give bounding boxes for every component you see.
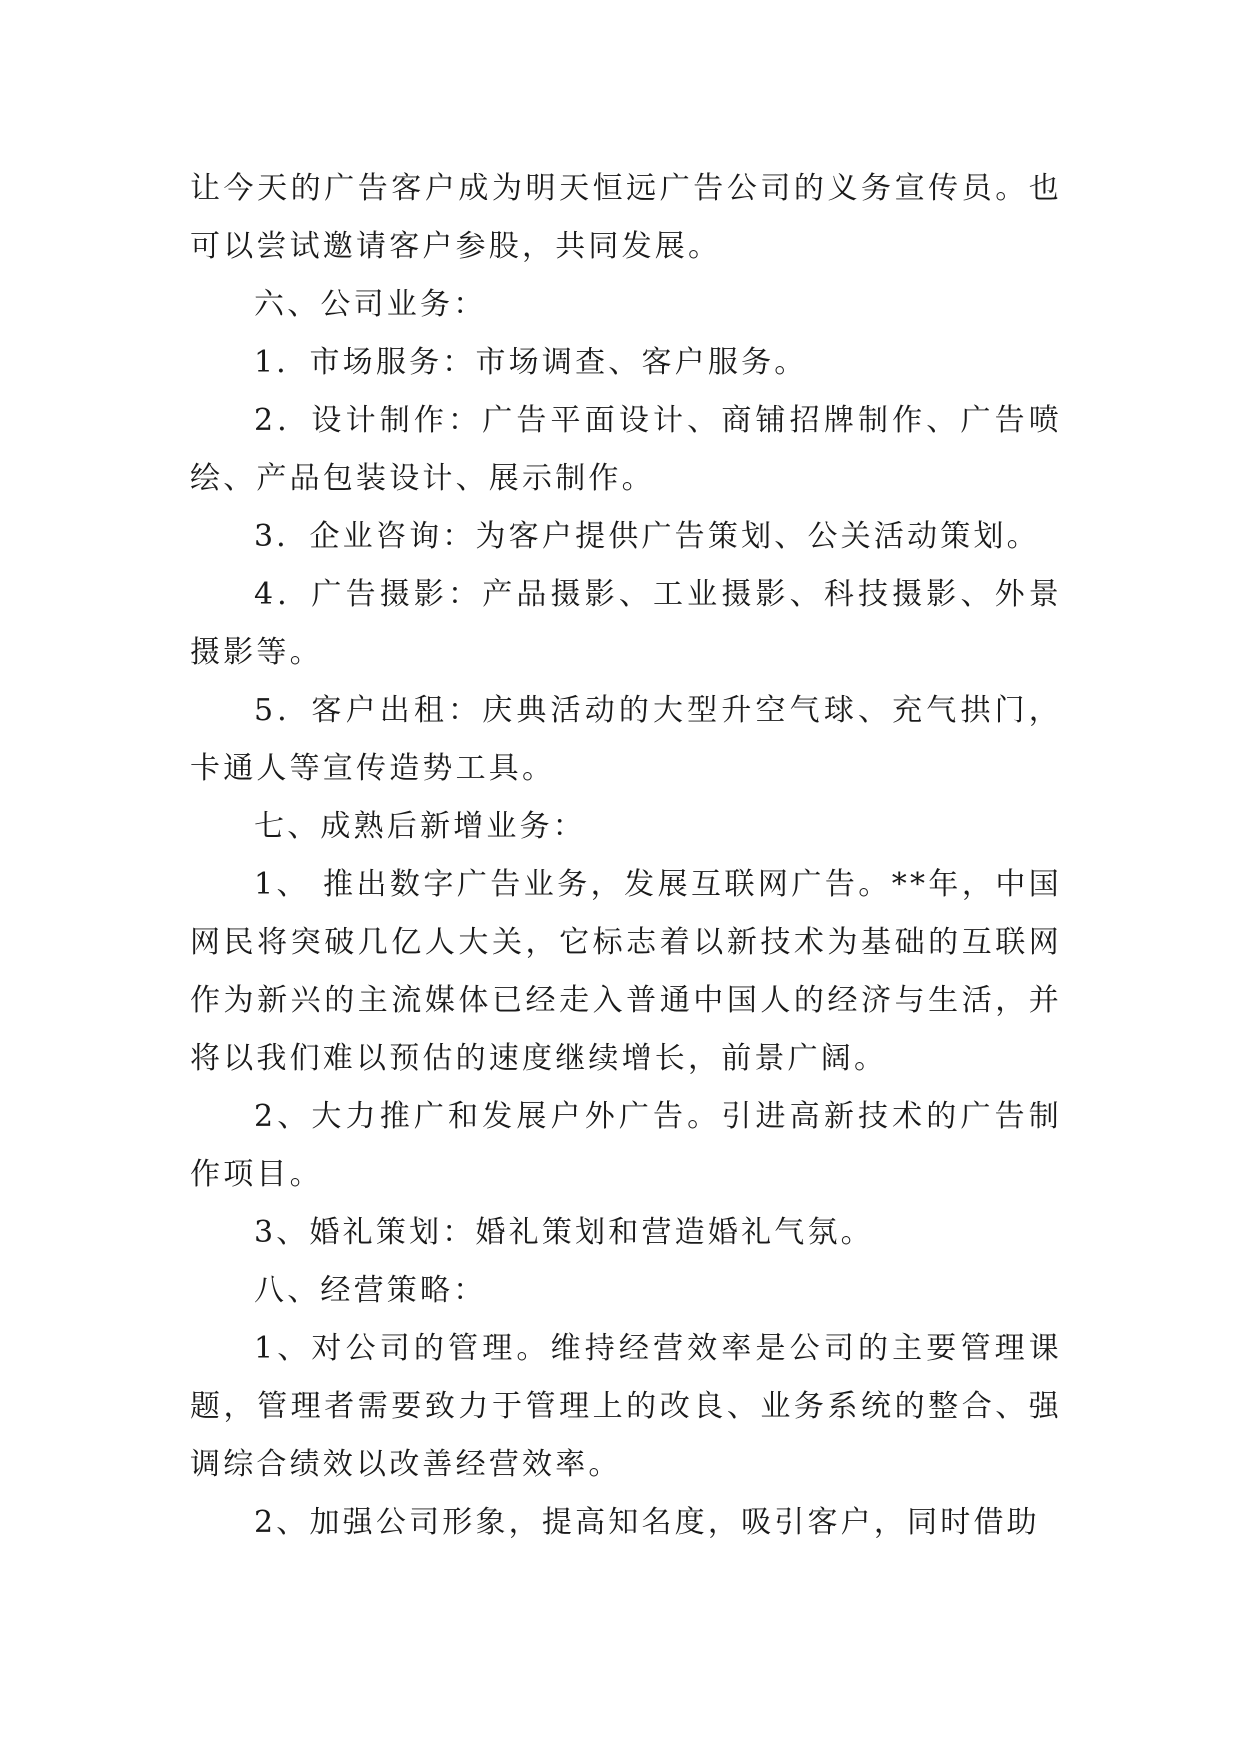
section-heading-six: 六、公司业务： (254, 287, 487, 322)
paragraph: 1．市场服务：市场调查、客户服务。 (254, 345, 808, 380)
paragraph: 3．企业咨询：为客户提供广告策划、公关活动策划。 (254, 519, 1040, 554)
paragraph: 4．广告摄影：产品摄影、工业摄影、科技摄影、外景摄影等。 (190, 577, 1062, 670)
document-body (190, 160, 1062, 1552)
section-heading-eight: 八、经营策略： (254, 1273, 487, 1308)
paragraph: 让今天的广告客户成为明天恒远广告公司的义务宣传员。也可以尝试邀请客户参股，共同发展。 (190, 171, 1062, 264)
paragraph: 2、加强公司形象，提高知名度，吸引客户，同时借助 (254, 1505, 1040, 1540)
section-heading-seven: 七、成熟后新增业务： (254, 809, 586, 844)
paragraph: 1、对公司的管理。维持经营效率是公司的主要管理课题，管理者需要致力于管理上的改良、业务系统的整合、强调综合绩效以改善经营效率。 (190, 1331, 1062, 1482)
paragraph: 1、 推出数字广告业务，发展互联网广告。**年，中国网民将突破几亿人大关，它标志着以新技术为基础的互联网作为新兴的主流媒体已经走入普通中国人的经济与生活，并将以我们难以预估的速度继续增长，前景广阔。 (190, 867, 1062, 1076)
paragraph: 2．设计制作：广告平面设计、商铺招牌制作、广告喷绘、产品包装设计、展示制作。 (190, 403, 1062, 496)
paragraph: 5．客户出租：庆典活动的大型升空气球、充气拱门，卡通人等宣传造势工具。 (190, 693, 1062, 786)
paragraph: 2、大力推广和发展户外广告。引进高新技术的广告制作项目。 (190, 1099, 1062, 1192)
paragraph: 3、婚礼策划：婚礼策划和营造婚礼气氛。 (254, 1215, 874, 1250)
